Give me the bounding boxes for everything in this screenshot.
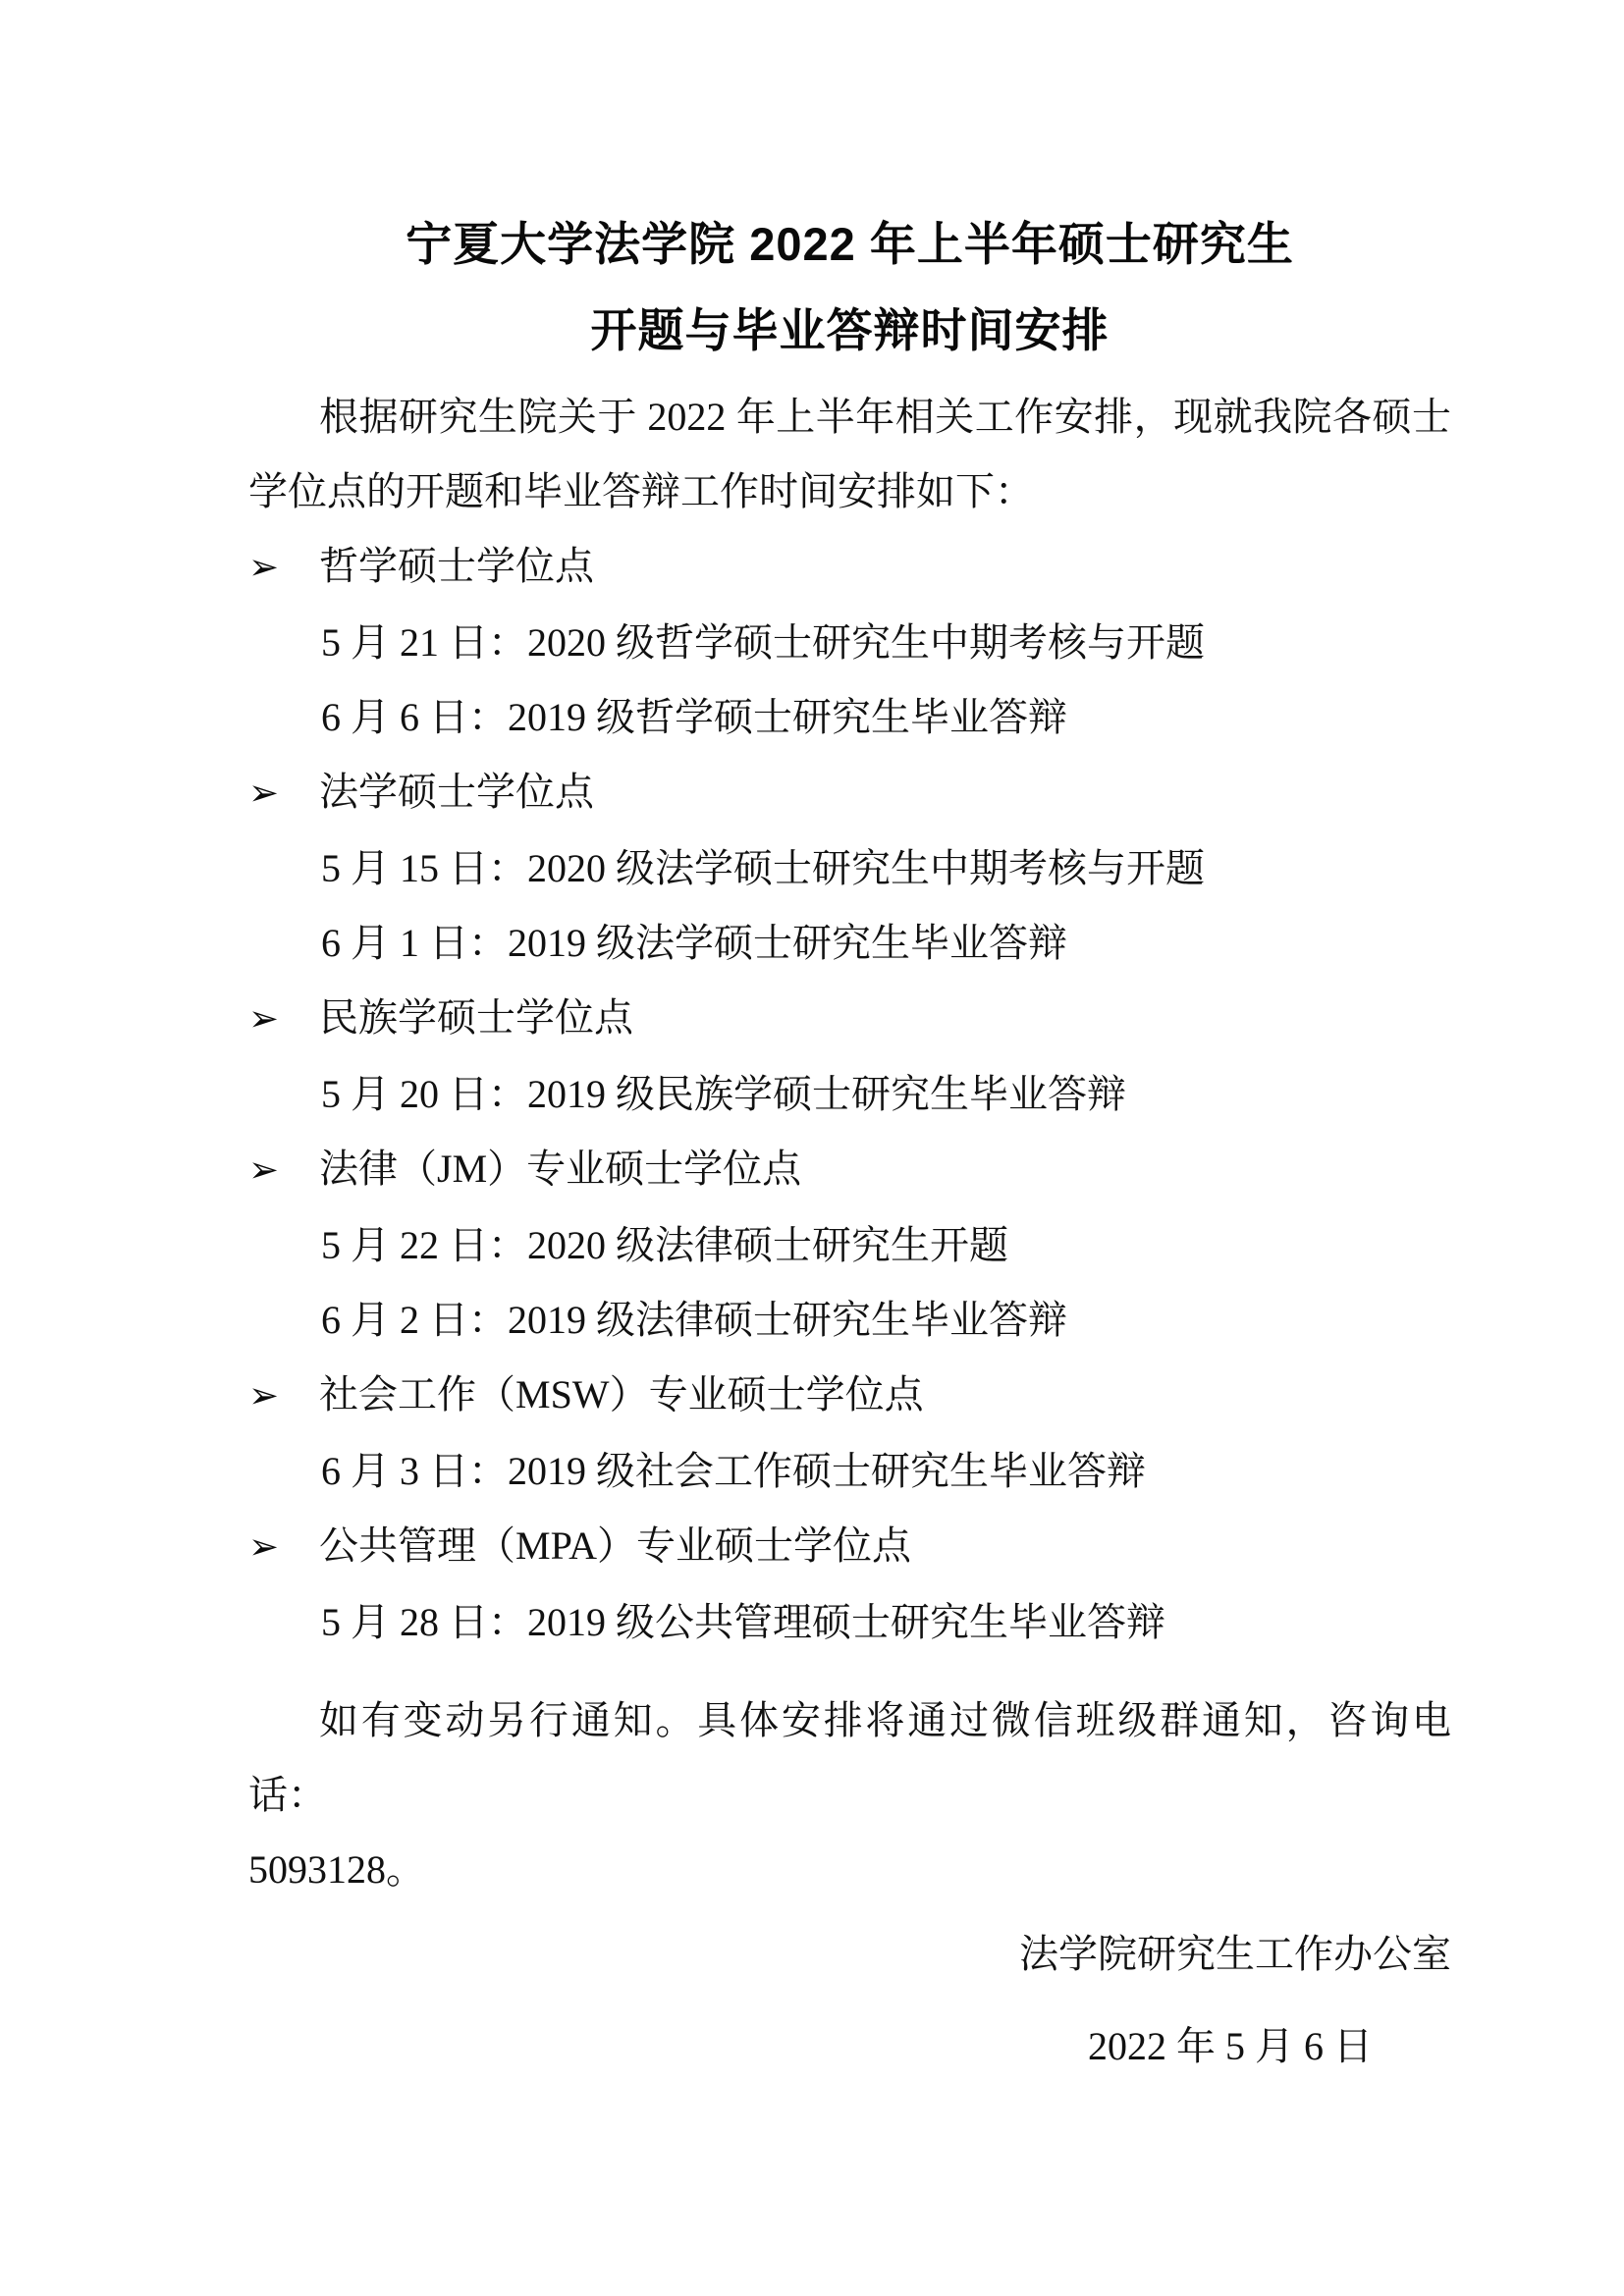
section-ethnology [248, 981, 1451, 1132]
section-mpa [248, 1509, 1451, 1660]
section-jm [248, 1132, 1451, 1358]
doc-title-line2: 开题与毕业答辩时间安排 [590, 304, 1110, 356]
section-law [248, 755, 1451, 981]
closing-text: 如有变动另行通知。具体安排将通过微信班级群通知，咨询电话： [248, 1698, 1451, 1817]
section-heading [248, 981, 1451, 1057]
section-label: 法律（JM）专业硕士学位点 [319, 1147, 802, 1191]
schedule-line: 6 月 1 日：2019 级法学硕士研究生毕业答辩 [321, 921, 1067, 965]
doc-title-line1: 宁夏大学法学院 2022 年上半年硕士研究生 [406, 218, 1294, 270]
section-heading [248, 755, 1451, 831]
arrow-bullet-icon: ➢ [248, 548, 280, 588]
arrow-bullet-icon: ➢ [248, 774, 280, 814]
section-msw [248, 1358, 1451, 1509]
section-heading [248, 1132, 1451, 1208]
section-label: 社会工作（MSW）专业硕士学位点 [319, 1372, 924, 1416]
signature-line: 法学院研究生工作办公室 [1019, 1932, 1451, 1976]
section-heading [248, 1358, 1451, 1434]
closing-paragraph [248, 1683, 1451, 1907]
schedule-line: 5 月 15 日：2020 级法学硕士研究生中期考核与开题 [321, 846, 1205, 890]
section-label: 法学硕士学位点 [319, 770, 594, 814]
schedule-line: 5 月 21 日：2020 级哲学硕士研究生中期考核与开题 [321, 620, 1205, 665]
arrow-bullet-icon: ➢ [248, 1376, 280, 1416]
schedule-line: 6 月 3 日：2019 级社会工作硕士研究生毕业答辩 [321, 1449, 1146, 1493]
schedule-line: 6 月 2 日：2019 级法律硕士研究生毕业答辩 [321, 1298, 1067, 1342]
arrow-bullet-icon: ➢ [248, 999, 280, 1040]
section-label: 民族学硕士学位点 [319, 995, 633, 1040]
section-heading [248, 1509, 1451, 1585]
section-label: 哲学硕士学位点 [319, 544, 594, 588]
section-label: 公共管理（MPA）专业硕士学位点 [319, 1523, 912, 1568]
arrow-bullet-icon: ➢ [248, 1527, 280, 1568]
arrow-bullet-icon: ➢ [248, 1150, 280, 1191]
section-heading [248, 529, 1451, 606]
sign-date-line: 2022 年 5 月 6 日 [1088, 2024, 1373, 2068]
schedule-line: 5 月 20 日：2019 级民族学硕士研究生毕业答辩 [321, 1072, 1126, 1116]
intro-paragraph: 根据研究生院关于 2022 年上半年相关工作安排，现就我院各硕士学位点的开题和毕业答辩工作时间安排如下： [248, 395, 1451, 513]
section-philosophy [248, 529, 1451, 755]
schedule-line: 6 月 6 日：2019 级哲学硕士研究生毕业答辩 [321, 695, 1067, 739]
schedule-line: 5 月 22 日：2020 级法律硕士研究生开题 [321, 1223, 1008, 1267]
schedule-line: 5 月 28 日：2019 级公共管理硕士研究生毕业答辩 [321, 1600, 1165, 1644]
phone-line: 5093128。 [248, 1847, 425, 1892]
